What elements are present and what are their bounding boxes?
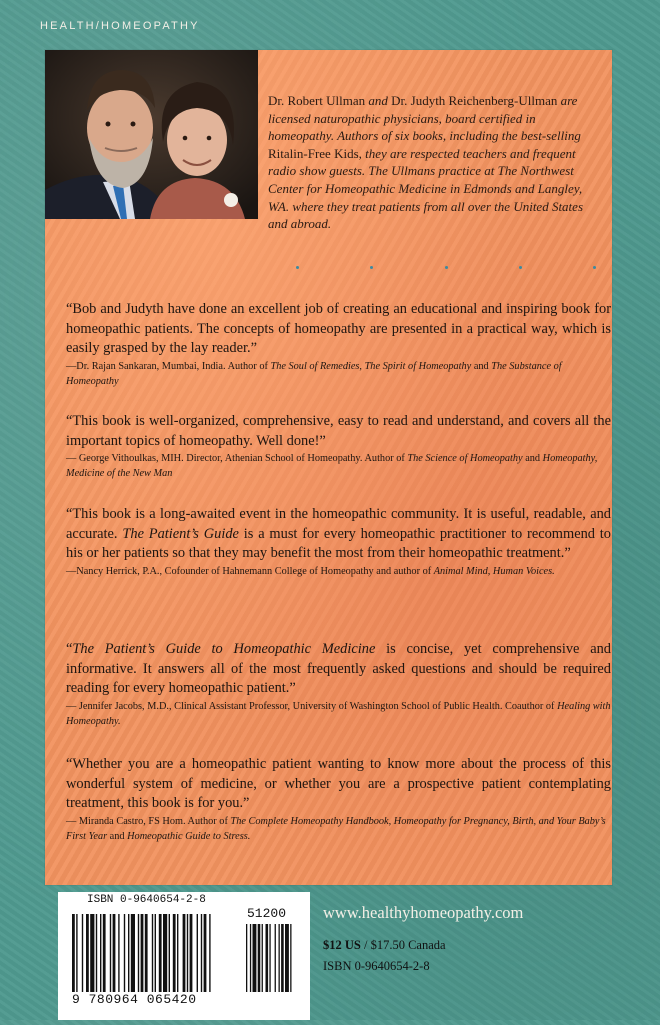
attr-title: The Soul of Remedies, The Spirit of Homeopathy [270, 360, 472, 372]
attr-part: and [522, 453, 543, 464]
author-photo [45, 50, 258, 219]
barcode-bar [76, 914, 77, 992]
quote-text [66, 505, 611, 564]
barcode-bar [110, 914, 111, 992]
website-url: www.healthyhomeopathy.com [323, 903, 524, 922]
divider-dot [296, 266, 299, 269]
barcode-bar [183, 914, 186, 992]
quote-attribution [66, 359, 611, 389]
barcode-bar [113, 914, 116, 992]
quote-attribution [66, 451, 611, 481]
quote-text: “This book is well-organized, comprehensive, easy to read and understand, and covers all the important topics of homeopathy. Well done!” [66, 413, 611, 449]
barcode-bar [141, 914, 144, 992]
attr-part: —Nancy Herrick, P.A., Cofounder of Hahnemann College of Homeopathy and author of [66, 565, 434, 577]
quote-attribution [66, 699, 611, 729]
barcode-bar [266, 924, 269, 992]
barcode-bar [275, 924, 276, 992]
barcode-price-code: 51200 [247, 906, 287, 921]
barcode-bar [285, 924, 289, 992]
divider-dot [445, 266, 448, 269]
barcode-bar [169, 914, 170, 992]
bio-and: and [365, 93, 392, 108]
divider-dot [370, 266, 373, 269]
bio-text2: they are respected teachers and frequent radio show guests. The Ullmans practice at The Northwest Center for Homeopathic Medicine in Edmonds and Langley, WA. where they treat patients from all over the United States and abroad. [268, 145, 584, 232]
barcode-bar [262, 924, 263, 992]
divider-dot [519, 266, 522, 269]
barcode-bar [197, 914, 198, 992]
attr-title: The Complete Homeopathy Handbook, Homeopathy for Pregnancy, Birth, and Your Baby’s First Year [66, 815, 606, 842]
barcode-bar [281, 924, 284, 992]
barcode-bar [177, 914, 178, 992]
quote-attribution [66, 564, 611, 579]
barcode-bar [187, 914, 188, 992]
attr-part: — George Vithoulkas, MIH. Director, Athenian School of Homeopathy. Author of [66, 453, 408, 464]
quote-4 [66, 640, 611, 729]
barcode-bar [90, 914, 94, 992]
attr-part: and [471, 360, 492, 372]
quote-5 [66, 755, 611, 844]
barcode-bar [152, 914, 153, 992]
barcode-bar [258, 924, 261, 992]
attr-part: and [107, 830, 128, 842]
barcode-bar [103, 914, 106, 992]
quote-title: The Patient’s Guide [122, 525, 239, 542]
bio-text1: are licensed naturopathic physicians, board certified in homeopathy. Authors of six books, including the best-selling [268, 93, 581, 144]
attr-part: — Miranda Castro, FS Hom. Author of [66, 815, 231, 827]
isbn: ISBN 0-9640654-2-8 [323, 959, 430, 973]
barcode-bar [163, 914, 167, 992]
barcode-number: 9 780964 065420 [72, 992, 197, 1007]
barcode-bar [145, 914, 148, 992]
quote-part: is a must for every homeopathic practitioner to recommend to his or her patients so that they may benefit the most from their homeopathic treatment.” [66, 525, 612, 561]
bio-book: Ritalin-Free Kids, [268, 145, 362, 161]
barcode-bar [96, 914, 97, 992]
quote-part: “This book is a long-awaited event in the homeopathic community. It is useful, readable, and accurate. [66, 506, 611, 542]
attr-part: —Dr. Rajan Sankaran, Mumbai, India. Author of [66, 360, 271, 372]
bio-author1: Dr. Robert Ullman [268, 93, 366, 108]
barcode-bar [82, 914, 83, 992]
barcode-bar [190, 914, 193, 992]
barcode-bar [118, 914, 119, 992]
barcode-bar [253, 924, 257, 992]
barcode-bar [100, 914, 101, 992]
author-bio [268, 92, 603, 233]
barcode-bar [128, 914, 129, 992]
quote-2 [66, 412, 611, 481]
barcode-isbn: ISBN 0-9640654-2-8 [87, 894, 206, 906]
dot-divider [296, 266, 596, 269]
price-canada: $17.50 Canada [370, 938, 446, 952]
price-us: $12 US [323, 938, 361, 952]
attr-title: Homeopathy, Medicine of the New Man [66, 453, 598, 479]
barcode-bar [72, 914, 75, 992]
quote-part: “ [66, 641, 73, 657]
quote-3 [66, 505, 611, 579]
barcode-bar [250, 924, 251, 992]
barcode-bar [159, 914, 162, 992]
barcode-bar [131, 914, 135, 992]
quote-attribution [66, 814, 611, 844]
barcode-bar [290, 924, 291, 992]
attr-title: The Science of Homeopathy [407, 453, 523, 464]
barcode-bar [279, 924, 280, 992]
quote-title: The Patient’s Guide to Homeopathic Medicine [72, 641, 376, 657]
barcode-bar [173, 914, 176, 992]
divider-dot [593, 266, 596, 269]
barcode-bar [204, 914, 207, 992]
quote-text: “Whether you are a homeopathic patient wanting to know more about the process of this wonderful system of medicine, or whether you are a prospective patient contemplating treatment, this book is for you.” [66, 756, 611, 811]
price [323, 938, 446, 953]
attr-part: — Jennifer Jacobs, M.D., Clinical Assistant Professor, University of Washington School of Public Health. Coauthor of [66, 700, 558, 712]
barcode-bar [246, 924, 247, 992]
barcode-bar [155, 914, 156, 992]
barcode-bar [209, 914, 210, 992]
barcode-bar [86, 914, 89, 992]
barcode-bar [269, 924, 270, 992]
barcode-bar [124, 914, 125, 992]
attr-title: Healing with Homeopathy. [66, 700, 611, 727]
barcode-bar [201, 914, 202, 992]
attr-title: The Substance of Homeopathy [66, 360, 562, 387]
category-label: HEALTH/HOMEOPATHY [40, 20, 200, 32]
price-sep: / [360, 938, 371, 952]
attr-title: Homeopathic Guide to Stress. [127, 830, 251, 842]
quote-text [66, 640, 611, 699]
bio-author2: Dr. Judyth Reichenberg-Ullman [391, 93, 558, 108]
barcode-bar [138, 914, 139, 992]
quote-1 [66, 300, 611, 389]
attr-title: Animal Mind, Human Voices. [433, 565, 555, 577]
quote-text: “Bob and Judyth have done an excellent job of creating an educational and inspiring book for homeopathic patients. The concepts of homeopathy are presented in a practical way, which is easily grasped by the lay reader.” [66, 301, 611, 356]
quote-part: is concise, yet comprehensive and informative. It answers all of the most frequently asked questions and should be required reading for every homeopathic patient.” [66, 641, 611, 696]
